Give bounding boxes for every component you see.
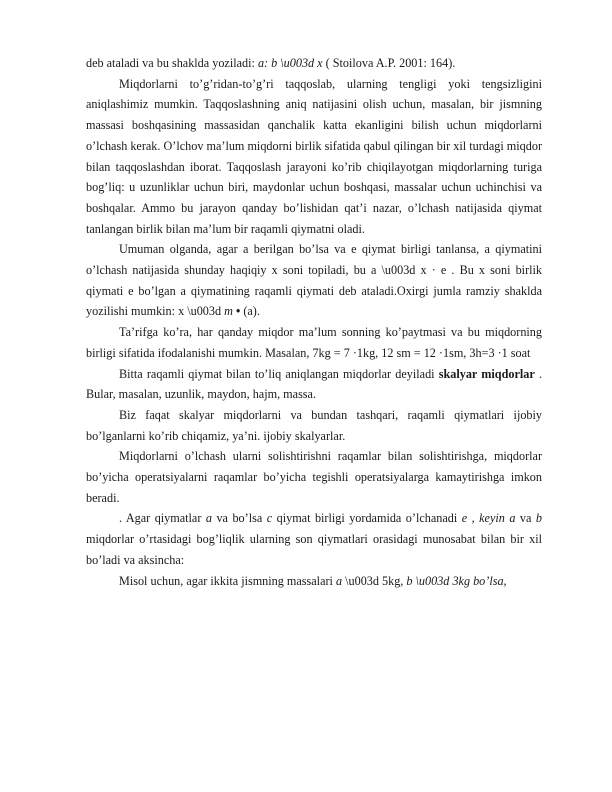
text-run: • <box>232 304 241 319</box>
text-run: b \u003d 3kg bo’lsa, <box>406 573 507 588</box>
text-run: b <box>535 511 542 526</box>
text-run: ( Stoilova A.P. 2001: 164). <box>322 56 456 70</box>
text-run: deb ataladi va bu shaklda yoziladi: <box>86 56 258 70</box>
text-run: Ta’rifga ko’ra, har qanday miqdor ma’lum sonning ko’paytmasi va bu miqdorning birligi sifatida ifodalanishi mumkin. Masalan, 7kg = 7 ·1kg, 12 sm = 12 ·1sm, 3h=3 ·1 soat <box>86 325 542 360</box>
text-run: Biz faqat skalyar miqdorlarni va bundan tashqari, raqamli qiymatlari ijobiy bo’lganlarni ko’rib chiqamiz, ya’ni. ijobiy skalyarlar. <box>86 407 542 443</box>
paragraph-7 <box>86 508 542 570</box>
text-run: c <box>266 511 273 526</box>
text-run: (a). <box>240 304 260 319</box>
text-run: Bitta raqamli qiymat bilan to’liq aniqlangan miqdorlar deyiladi <box>119 366 439 381</box>
text-run: e , keyin a <box>461 511 516 526</box>
paragraph-5 <box>86 405 542 446</box>
text-run: m <box>224 304 233 319</box>
text-run: Umuman olganda, agar a berilgan bo’lsa va e qiymat birligi tanlansa, a qiymatini o’lchash natijasida shunday haqiqiy x soni topiladi, bu a \u003d x · e . Bu x soni birlik qiymati e bo’lgan a qiymatining raqamli qiymati deb ataladi.Oxirgi jumla ramziy shaklda yozilishi mumkin: x \u003d <box>86 242 542 319</box>
document-page <box>86 53 542 591</box>
text-run: Miqdorlarni o’lchash ularni solishtirishni raqamlar bilan solishtirishga, miqdorlar bo’yicha operatsiyalarni raqamlar bo’yicha tegishli operatsiyalarga kamaytirishga imkon beradi. <box>86 449 542 505</box>
text-run: skalyar miqdorlar <box>438 366 535 381</box>
text-run: Misol uchun, agar ikkita jismning massalari <box>119 573 336 588</box>
paragraph-3 <box>86 322 542 363</box>
text-run: Miqdorlarni to’g’ridan-to’g’ri taqqoslab, ularning tengligi yoki tengsizligini aniqlashimiz mumkin. Taqqoslashning aniq natijasini olish uchun, masalan, bir jismning massasi boshqasining massasidan qanchalik katta ekanligini bilish uchun miqdorlarni o’lchash kerak. O’lchov ma’lum miqdorni birlik sifatida qabul qilingan bir xil turdagi miqdor bilan taqqoslashdan iborat. Taqqoslash jarayoni ko’rib chiqilayotgan miqdorlarning turiga bog’liq: u uzunliklar uchun biri, maydonlar uchun boshqasi, massalar uchun uchinchisi va boshqalar. Ammo bu jarayon qanday bo’lishidan qat’i nazar, o’lchash natijasida qiymat tanlangan birlik bilan ma’lum bir raqamli qiymatni oladi. <box>86 76 542 236</box>
text-run: . Bular, masalan, uzunlik, maydon, hajm, massa. <box>86 366 542 402</box>
paragraph-8 <box>86 571 542 592</box>
paragraph-4 <box>86 364 542 405</box>
paragraph-6 <box>86 446 542 508</box>
paragraph-0 <box>86 53 542 74</box>
paragraph-2 <box>86 239 542 322</box>
text-run: va <box>515 511 536 526</box>
text-run: . Agar qiymatlar <box>119 511 206 526</box>
text-run: qiymat birligi yordamida o’lchanadi <box>272 511 462 526</box>
text-run: \u003d 5kg, <box>342 573 407 588</box>
text-run: a <box>335 573 343 588</box>
text-run: a: b \u003d x <box>257 56 323 70</box>
text-run: miqdorlar o’rtasidagi bog’liqlik ularning son qiymatlari orasidagi munosabat bilan bir xil bo’ladi va aksincha: <box>86 532 542 567</box>
paragraph-1 <box>86 74 542 240</box>
text-run: va bo’lsa <box>211 511 267 526</box>
text-run: a <box>205 511 212 526</box>
